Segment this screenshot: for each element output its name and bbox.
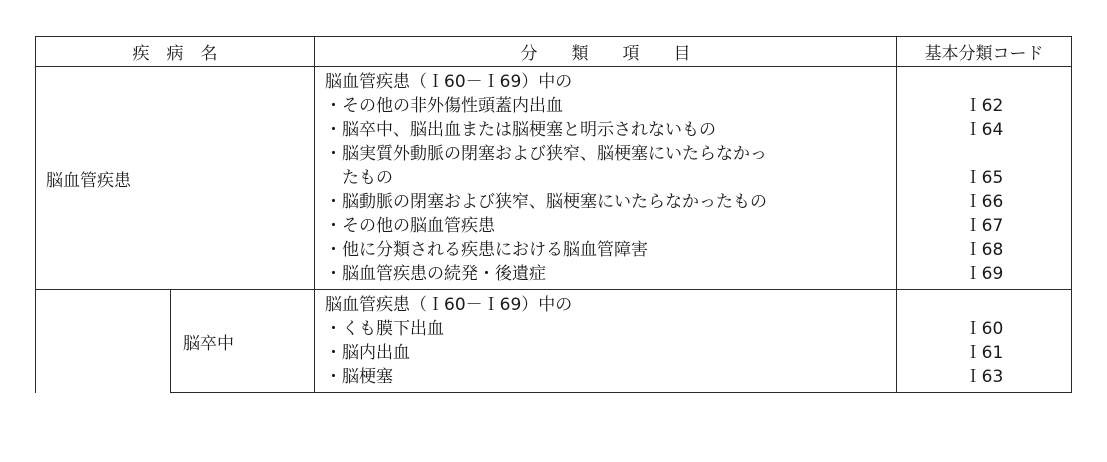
item-line: ・他に分類される疾患における脳血管障害: [325, 240, 648, 260]
item-line: ・脳血管疾患の続発・後遺症: [325, 264, 546, 284]
header-classification-items: 分 類 項 目: [315, 37, 897, 67]
codes-cerebrovascular: [897, 67, 1072, 290]
classification-items-cerebrovascular: [315, 67, 897, 290]
item-line: ・脳動脈の閉塞および狭窄、脳梗塞にいたらなかったもの: [325, 192, 767, 212]
item-line: ・脳内出血: [325, 343, 410, 363]
code-value: Ｉ68: [964, 240, 1004, 260]
indent-spacer: [36, 290, 171, 393]
code-value: Ｉ61: [964, 343, 1004, 363]
code-value: [897, 142, 1071, 166]
header-disease-name: 疾 病 名: [36, 37, 315, 67]
item-line: ・脳卒中、脳出血または脳梗塞と明示されないもの: [325, 120, 716, 140]
code-value: Ｉ69: [964, 264, 1004, 284]
code-value: Ｉ64: [964, 120, 1004, 140]
code-value: Ｉ65: [964, 168, 1004, 188]
item-line: 脳血管疾患（Ｉ60－Ｉ69）中の: [325, 295, 573, 315]
table-row-stroke: [36, 290, 1072, 393]
header-row: [36, 37, 1072, 67]
code-value: Ｉ60: [964, 319, 1004, 339]
code-value: Ｉ67: [964, 216, 1004, 236]
code-value: Ｉ66: [964, 192, 1004, 212]
item-line: ・くも膜下出血: [325, 319, 444, 339]
classification-items-stroke: [315, 290, 897, 393]
header-basic-code: 基本分類コード: [897, 37, 1072, 67]
code-value: [897, 293, 1071, 317]
disease-name-stroke: 脳卒中: [171, 290, 315, 393]
codes-stroke: [897, 290, 1072, 393]
item-line: ・脳梗塞: [325, 367, 393, 387]
code-value: Ｉ62: [964, 96, 1004, 116]
item-line: 脳血管疾患（Ｉ60－Ｉ69）中の: [325, 72, 573, 92]
item-line: ・脳実質外動脈の閉塞および狭窄、脳梗塞にいたらなかっ: [325, 144, 767, 164]
code-value: [897, 70, 1071, 94]
classification-table: [35, 36, 1072, 393]
item-line: ・その他の脳血管疾患: [325, 216, 495, 236]
item-line: たもの: [342, 168, 393, 188]
table-row-cerebrovascular: [36, 67, 1072, 290]
disease-name-cerebrovascular: 脳血管疾患: [36, 67, 315, 290]
code-value: Ｉ63: [964, 367, 1004, 387]
item-line: ・その他の非外傷性頭蓋内出血: [325, 96, 563, 116]
